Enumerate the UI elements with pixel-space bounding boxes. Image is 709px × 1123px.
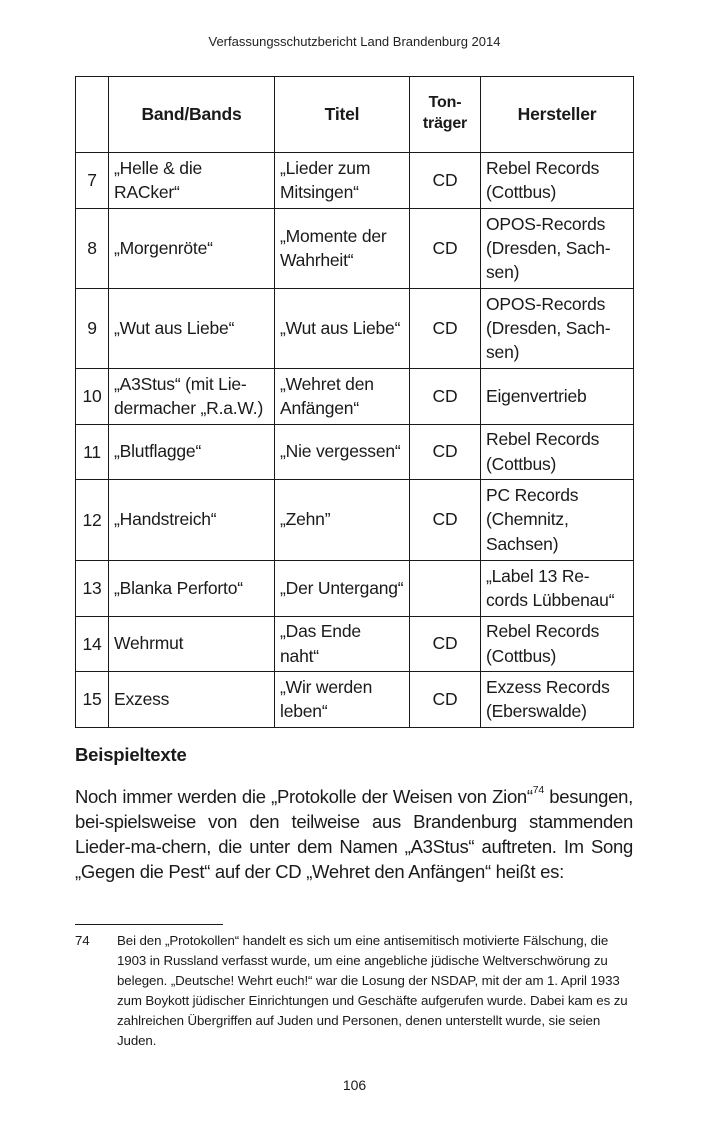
hersteller-cell: Exzess Records (Eberswalde) [481,672,634,728]
table-row [76,209,634,289]
hersteller-cell: Rebel Records (Cottbus) [481,153,634,209]
section-heading: Beispieltexte [75,744,187,765]
titel-cell: „Momente der Wahrheit“ [275,209,410,289]
hersteller-cell: „Label 13 Re-cords Lübbenau“ [481,561,634,617]
tontraeger-cell: CD [410,617,481,672]
titel-cell: „Wut aus Liebe“ [275,289,410,369]
column-header-titel: Titel [275,77,410,153]
band-cell: „Helle & die RACker“ [109,153,275,209]
titel-cell: „Das Ende naht“ [275,617,410,672]
table-row [76,369,634,425]
column-header-hersteller: Hersteller [481,77,634,153]
tontraeger-cell: CD [410,480,481,561]
footnote-number: 74 [75,933,90,948]
titel-cell: „Lieder zum Mitsingen“ [275,153,410,209]
table-row [76,425,634,480]
band-cell: „Wut aus Liebe“ [109,289,275,369]
tontraeger-cell: CD [410,209,481,289]
hersteller-cell: OPOS-Records (Dresden, Sach-sen) [481,209,634,289]
row-number: 12 [76,480,109,561]
tontraeger-cell: CD [410,289,481,369]
footnote-reference: 74 [532,784,544,796]
row-number: 7 [76,153,109,209]
paragraph-text-start: Noch immer werden die „Protokolle der Weisen von Zion“ [75,786,533,807]
table-header-row [76,77,634,153]
band-cell: „Morgenröte“ [109,209,275,289]
table-row [76,561,634,617]
running-header: Verfassungsschutzbericht Land Brandenburg 2014 [208,34,501,49]
row-number: 14 [76,617,109,672]
hersteller-cell: PC Records (Chemnitz, Sachsen) [481,480,634,561]
tontraeger-cell: CD [410,369,481,425]
table-row [76,617,634,672]
band-cell: „A3Stus“ (mit Lie-dermacher „R.a.W.) [109,369,275,425]
hersteller-cell: Eigenvertrieb [481,369,634,425]
hersteller-cell: OPOS-Records (Dresden, Sach-sen) [481,289,634,369]
table-row [76,289,634,369]
paragraph-text-end: besungen, bei-spielsweise von den teilweise aus Brandenburg stammenden Lieder-ma-chern, die unter dem Namen „A3Stus“ auftreten. Im Song „Gegen die Pest“ auf der CD „Wehret den Anfängen“ heißt es: [75,786,633,883]
row-number: 15 [76,672,109,728]
hersteller-cell: Rebel Records (Cottbus) [481,425,634,480]
band-cell: „Handstreich“ [109,480,275,561]
band-cell: Exzess [109,672,275,728]
column-header-nr [76,77,109,153]
row-number: 8 [76,209,109,289]
titel-cell: „Wir werden leben“ [275,672,410,728]
band-cell: „Blanka Perforto“ [109,561,275,617]
row-number: 11 [76,425,109,480]
band-cell: Wehrmut [109,617,275,672]
row-number: 10 [76,369,109,425]
column-header-band: Band/Bands [109,77,275,153]
titel-cell: „Zehn” [275,480,410,561]
row-number: 9 [76,289,109,369]
page-number: 106 [342,1077,367,1093]
table-row [76,480,634,561]
hersteller-cell: Rebel Records (Cottbus) [481,617,634,672]
titel-cell: „Wehret den Anfängen“ [275,369,410,425]
row-number: 13 [76,561,109,617]
column-header-tontraeger-line1: Ton- [428,94,462,112]
footnote-separator [75,924,223,925]
table-row [76,672,634,728]
titel-cell: „Nie vergessen“ [275,425,410,480]
tontraeger-cell [410,561,481,617]
tontraeger-cell: CD [410,672,481,728]
records-table [75,76,634,728]
tontraeger-cell: CD [410,425,481,480]
footnote [75,931,633,1051]
table-row [76,153,634,209]
tontraeger-cell: CD [410,153,481,209]
column-header-tontraeger-line2: träger [422,115,468,132]
titel-cell: „Der Untergang“ [275,561,410,617]
column-header-tontraeger [410,77,481,153]
body-paragraph [75,784,633,885]
footnote-text: Bei den „Protokollen“ handelt es sich um eine antisemitisch motivierte Fälschung, die 1903 in Russland verfasst wurde, um eine angebliche jüdische Weltverschwörung zu belegen. „Deutsche! Wehrt euch!“ war die Losung der NSDAP, mit der am 1. April 1933 zum Boykott jüdischer Einrichtungen und Geschäfte aufgerufen wurde. Dabei kam es zu zahlreichen Übergriffen auf Juden und Personen, denen unterstellt wurde, sie seien Juden. [117,933,628,1048]
band-cell: „Blutflagge“ [109,425,275,480]
